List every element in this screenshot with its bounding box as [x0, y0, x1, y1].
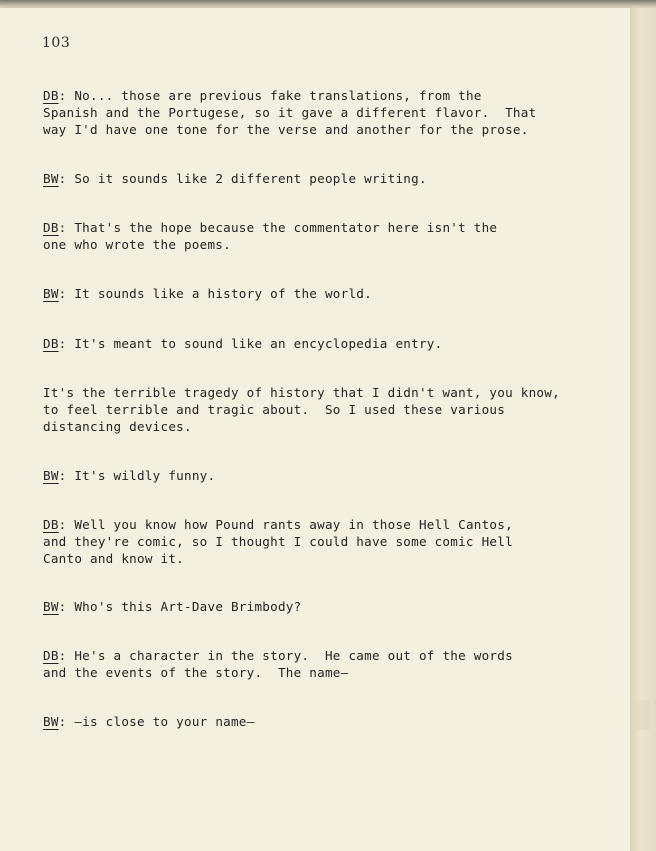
paragraph — [43, 516, 588, 567]
faint-stain — [632, 700, 650, 730]
paragraph-text: : It's meant to sound like an encyclopedia entry. — [58, 336, 443, 351]
paragraph-text: : He's a character in the story. He came out of the words and the events of the story. The name— — [43, 648, 513, 680]
paragraph — [43, 87, 588, 138]
speaker-label: DB — [43, 517, 59, 532]
page-number: 103 — [42, 35, 71, 51]
speaker-label: BW — [43, 171, 59, 186]
speaker-label: BW — [43, 286, 59, 301]
paragraph-text: : It's wildly funny. — [58, 468, 216, 483]
paragraph — [43, 384, 588, 435]
speaker-label: BW — [43, 714, 59, 729]
paragraph — [43, 285, 588, 302]
speaker-label: DB — [43, 88, 59, 103]
speaker-label: DB — [43, 336, 59, 351]
paragraph-text: It's the terrible tragedy of history that I didn't want, you know, to feel terrible and tragic about. So I used these various distancing devices. — [43, 385, 560, 434]
paragraph-text: : Who's this Art-Dave Brimbody? — [58, 599, 302, 614]
paragraph-text: : It sounds like a history of the world. — [58, 286, 372, 301]
speaker-label: BW — [43, 468, 59, 483]
paragraph — [43, 598, 588, 615]
paragraph-text: : So it sounds like 2 different people writing. — [58, 171, 427, 186]
paragraph — [43, 713, 588, 730]
paragraph — [43, 467, 588, 484]
paragraph-text: : —is close to your name— — [58, 714, 255, 729]
paragraph — [43, 219, 588, 253]
speaker-label: DB — [43, 648, 59, 663]
paragraph-text: : No... those are previous fake translations, from the Spanish and the Portugese, so it gave a different flavor. That way I'd have one tone for the verse and another for the prose. — [43, 88, 537, 137]
paragraph — [43, 170, 588, 187]
paragraph-text: : Well you know how Pound rants away in those Hell Cantos, and they're comic, so I thought I could have some comic Hell Canto and know it. — [43, 517, 513, 566]
paragraph — [43, 647, 588, 681]
paragraph-text: : That's the hope because the commentator here isn't the one who wrote the poems. — [43, 220, 498, 252]
speaker-label: BW — [43, 599, 59, 614]
speaker-label: DB — [43, 220, 59, 235]
paragraph — [43, 335, 588, 352]
